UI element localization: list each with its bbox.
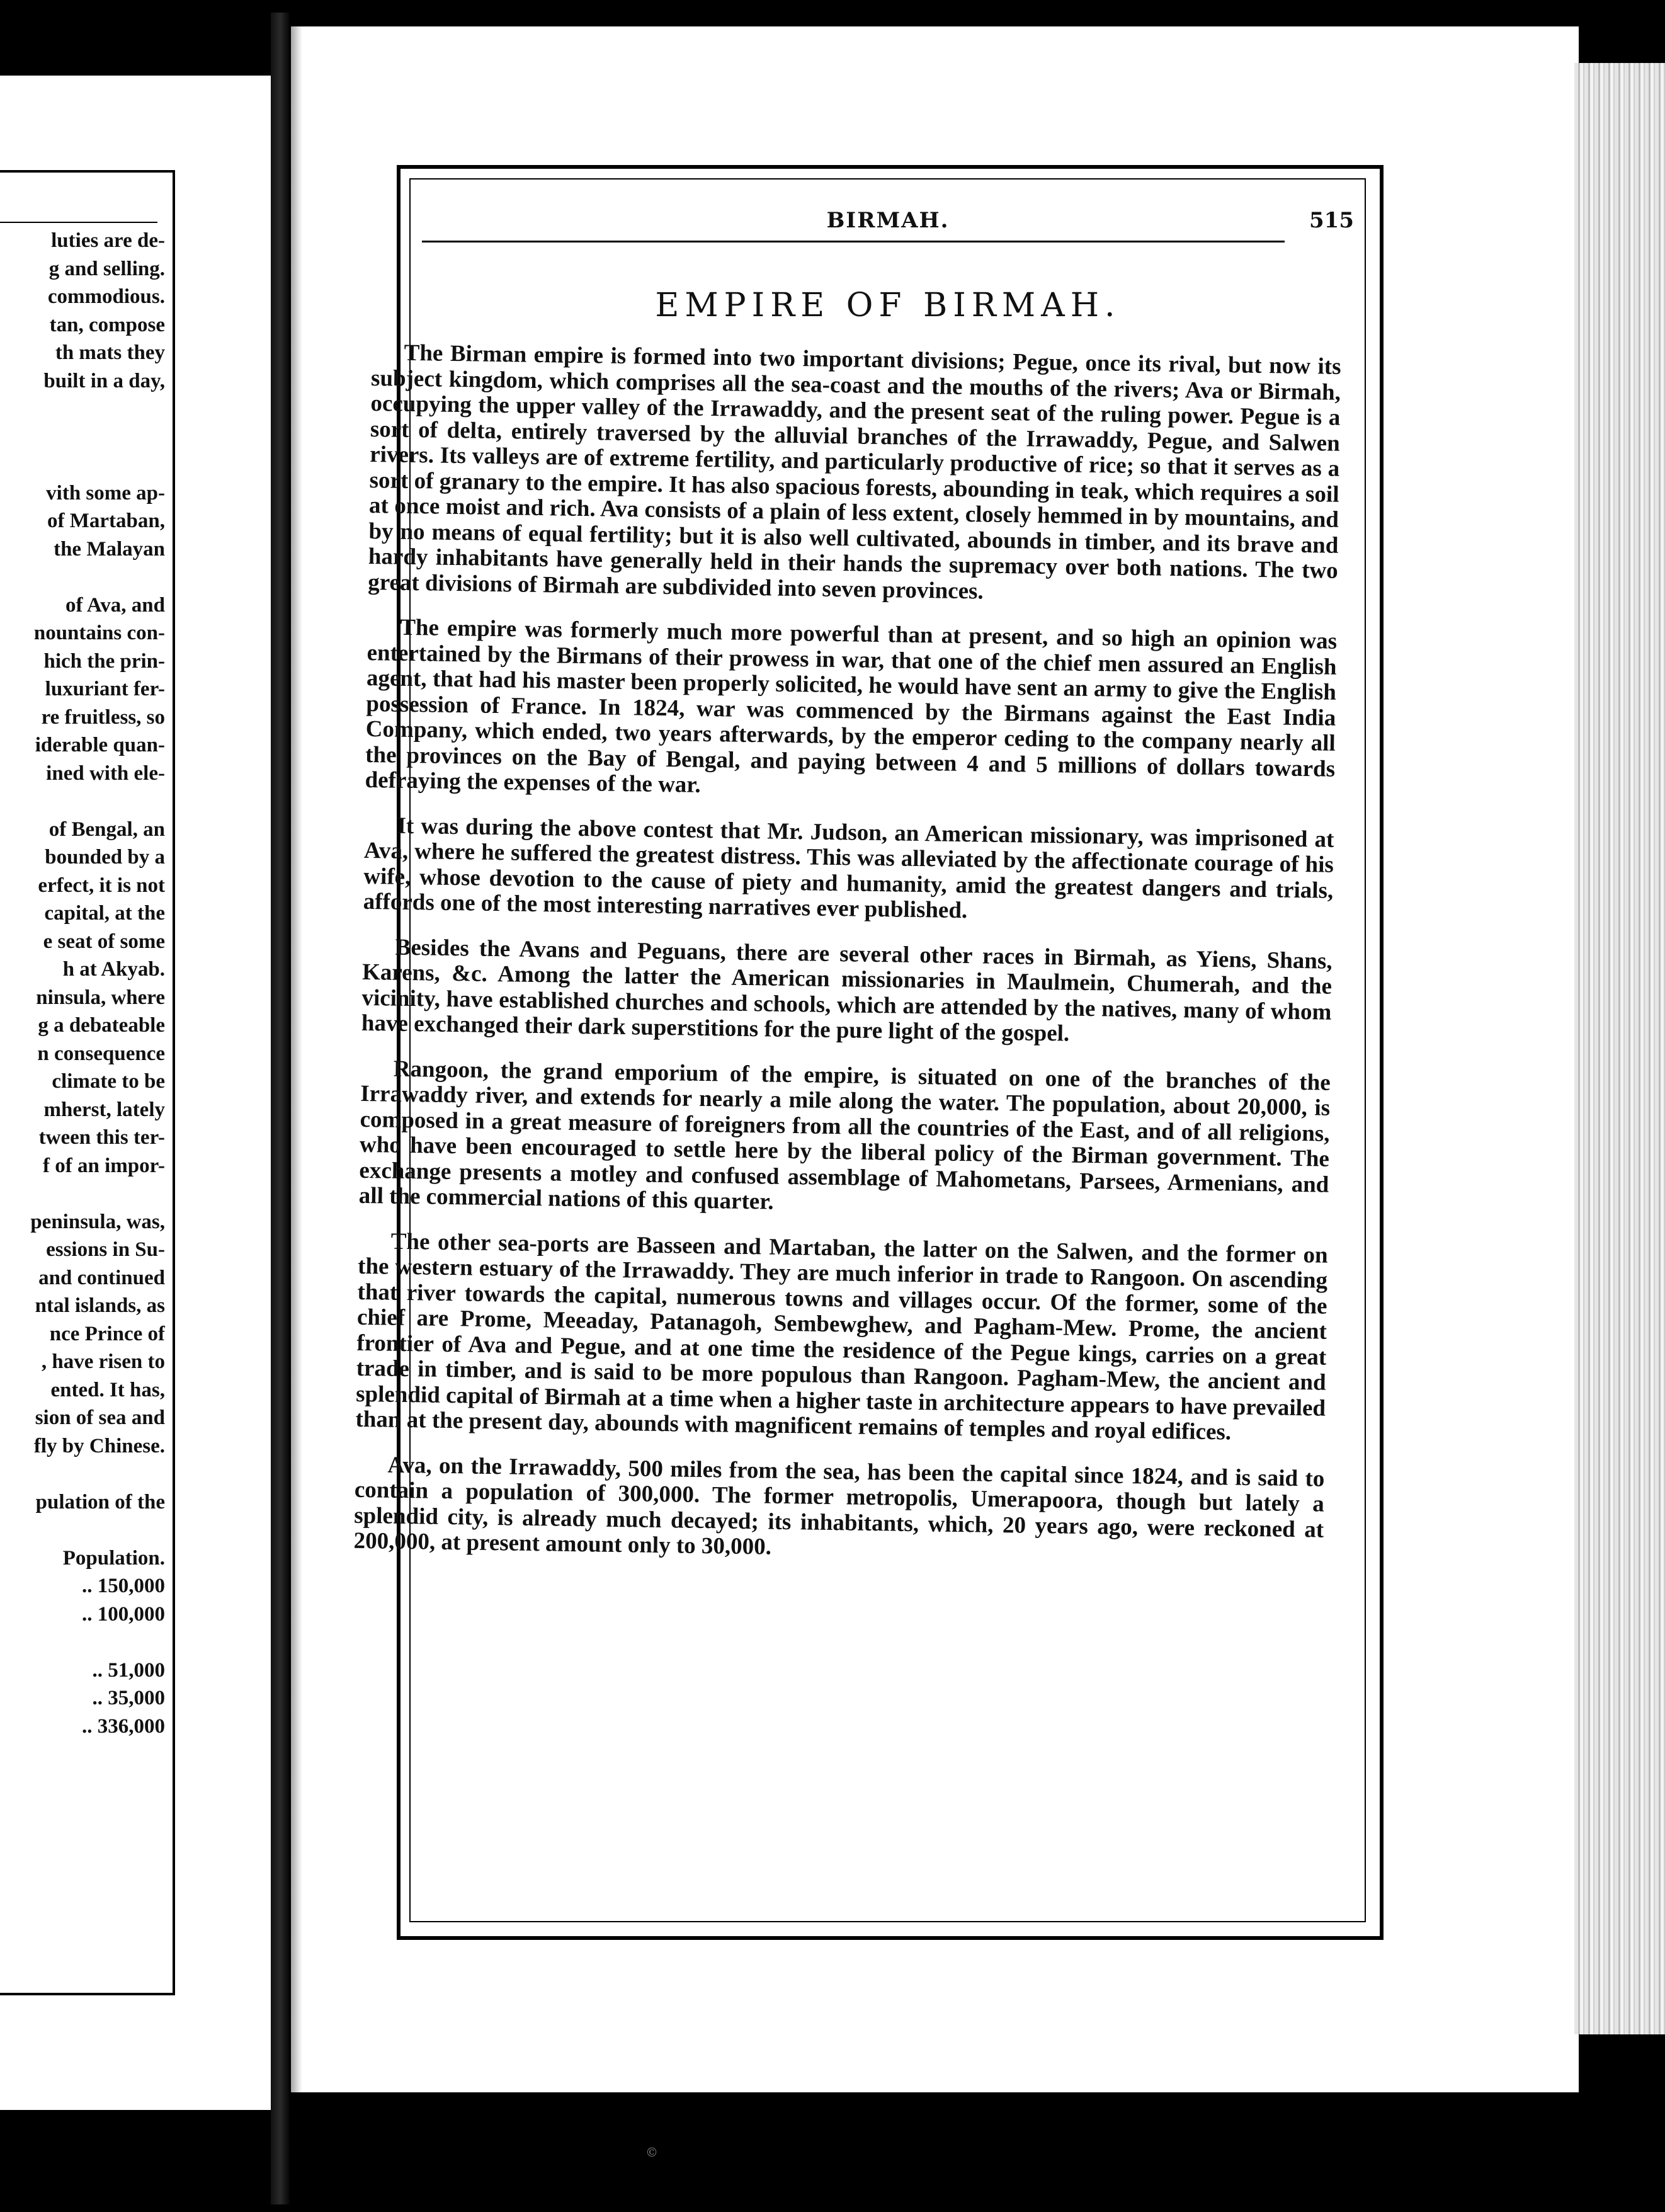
paragraph: Ava, on the Irrawaddy, 500 miles from the sea, has been the capital since 1824, and is said to contain a population of 300,000. The former metropolis, Umerapoora, though but lately a splendid city, is already much decayed; its inhabitants, which, 20 years ago, were reckoned at 200,000, at present amount only to 30,000. <box>353 1452 1325 1560</box>
left-page-line: capital, at the <box>44 902 165 925</box>
left-page-line <box>0 787 165 816</box>
left-page-line: luxuriant fer- <box>45 678 165 700</box>
left-page-line: ninsula, where <box>36 986 165 1009</box>
left-page-line: and continued <box>38 1266 165 1289</box>
left-page-line <box>0 395 165 423</box>
left-page-line: e seat of some <box>43 930 165 953</box>
running-title: BIRMAH. <box>826 208 950 233</box>
left-page-line: commodious. <box>47 285 165 308</box>
left-page-line: peninsula, was, <box>30 1210 165 1233</box>
page-number: 515 <box>1309 208 1354 233</box>
left-page-line: .. 336,000 <box>82 1714 165 1738</box>
left-page-line: tan, compose <box>49 313 165 336</box>
left-page-line: climate to be <box>52 1070 165 1093</box>
left-page-line: g and selling. <box>48 257 165 280</box>
left-page-line: mherst, lately <box>43 1098 165 1121</box>
left-page-line: , have risen to <box>41 1350 165 1373</box>
paragraph: The Birman empire is formed into two important divisions; Pegue, once its rival, but now its subject kingdom, which comprises all the sea-coast and the mouths of the rivers; Ava or Birmah, occupying the upper valley of the Irrawaddy, and the present seat of the ruling power. Pegue is a sort of delta, entirely traversed by the alluvial branches of the Irrawaddy, Pegue, and Salwen rivers. Its valleys are of extreme fertility, and particularly productive of rice; so that it serves as a sort of granary to the empire. It has also spacious forests, abounding in teak, which requires a soil at once moist and rich. Ava consists of a plain of less extent, closely hemmed in by mountains, and by no means of equal fertility; but it is also well cultivated, abounds in timber, and its brave and hardy inhabitants have generally held in their hands the supremacy over both nations. The two great divisions of Birmah are subdivided into seven provinces. <box>367 339 1341 604</box>
paragraph: Besides the Avans and Peguans, there are several other races in Birmah, as Yiens, Shans, Karens, &c. Among the latter the American missionaries in Maulmein, Chumerah, and the vicinity, have established churches and schools, which are attended by the natives, many of whom have exchanged their dark superstitions for the pure light of the gospel. <box>361 934 1333 1047</box>
left-page-line: fly by Chinese. <box>33 1434 165 1457</box>
left-page-line: pulation of the <box>35 1490 165 1514</box>
left-page-line: vith some ap- <box>46 481 165 505</box>
left-page-line: erfect, it is not <box>38 874 165 897</box>
left-page-line: of Ava, and <box>65 593 165 617</box>
left-page-line: luties are de- <box>51 229 165 252</box>
left-page-line <box>0 1628 165 1656</box>
left-page-line: bounded by a <box>45 846 165 869</box>
left-page-line: .. 150,000 <box>82 1575 165 1597</box>
left-page-line: tween this ter- <box>38 1126 165 1149</box>
paragraph: The other sea-ports are Basseen and Martaban, the latter on the Salwen, and the former on the western estuary of the Irrawaddy. They are much inferior in trade to Rangoon. On ascending that river towards the capital, numerous towns and villages occur. Of the former, some of the chief are Prome, Meeaday, Patanagoh, Sembewghew, and Pagham-Mew. Prome, the ancient frontier of Ava and Pegue, and at one time the residence of the Pegue kings, carries on a great trade in timber, and is said to be more populous than Rangoon. Pagham-Mew, the ancient and splendid capital of Birmah at a time when a higher taste in architecture appears to have prevailed than at the present day, abounds with magnificent remains of temples and royal edifices. <box>355 1228 1328 1445</box>
left-page-line: .. 100,000 <box>82 1602 165 1626</box>
left-page-line: sion of sea and <box>35 1406 165 1429</box>
left-page-line: g a debateable <box>38 1014 165 1037</box>
page-edges <box>1574 63 1665 2034</box>
fold-shadow <box>291 26 302 2092</box>
left-page-line <box>0 563 165 591</box>
left-page-line: Population. <box>62 1546 165 1570</box>
left-page-line <box>0 1180 165 1208</box>
paragraph: The empire was formerly much more powerful than at present, and so high an opinion was entertained by the Birmans of their prowess in war, that one of the chief men assured an English agent, that had his master been properly solicited, he would have sent an army to give the English possession of France. In 1824, war was commenced by the Birmans against the East India Company, which ended, two years afterwards, by the emperor ceding to the company nearly all the provinces on the Bay of Bengal, and paying between 4 and 5 millions of dollars towards defraying the expenses of the war. <box>365 614 1338 798</box>
left-page-line: f of an impor- <box>42 1154 165 1177</box>
left-page-line: iderable quan- <box>35 734 165 756</box>
header-rule <box>422 241 1285 242</box>
left-page-line <box>0 1516 165 1544</box>
chapter-title: EMPIRE OF BIRMAH. <box>655 287 1121 324</box>
left-page-line <box>0 423 165 452</box>
left-page-line: nountains con- <box>33 622 165 644</box>
left-page-line: essions in Su- <box>46 1238 165 1261</box>
left-page-line: re fruitless, so <box>41 705 165 729</box>
left-page-line: n consequence <box>37 1042 165 1065</box>
footer-mark: © <box>645 2145 658 2160</box>
left-page-line: ented. It has, <box>50 1378 165 1401</box>
left-page-rule <box>0 222 157 223</box>
left-page-line: hich the prin- <box>43 649 165 673</box>
paragraph: It was during the above contest that Mr. Judson, an American missionary, was imprisoned at Ava, where he suffered the greatest distress. This was alleviated by the affectionate courage of his wife, whose devotion to the cause of piety and humanity, amid the greatest dangers and trials, affords one of the most interesting narratives ever published. <box>363 812 1334 924</box>
left-page-line: of Martaban, <box>47 510 165 532</box>
left-page-line <box>0 451 165 479</box>
left-page-line: the Malayan <box>54 537 165 561</box>
left-page-line: nce Prince of <box>49 1322 165 1345</box>
left-page-line: h at Akyab. <box>62 958 165 981</box>
left-page-text <box>0 227 165 1740</box>
left-page-line: of Bengal, an <box>48 818 165 841</box>
left-page-line: built in a day, <box>43 369 165 392</box>
left-page-line: th mats they <box>55 341 165 364</box>
left-page-line: .. 35,000 <box>92 1687 165 1709</box>
running-head <box>422 208 1354 248</box>
left-page-line <box>0 1460 165 1488</box>
book-gutter <box>271 13 290 2204</box>
paragraph: Rangoon, the grand emporium of the empire, is situated on one of the branches of the Irrawaddy river, and extends for nearly a mile along the water. The population, about 20,000, is composed in a great measure of foreigners from all the countries of the East, and of all religions, who have been encouraged to settle here by the liberal policy of the Birman government. The exchange presents a motley and confused assemblage of Mahometans, Parsees, Armenians, and all the commercial nations of this quarter. <box>358 1056 1331 1215</box>
left-page-line: .. 51,000 <box>92 1658 165 1682</box>
article-body <box>353 340 1341 1588</box>
left-page-line: ntal islands, as <box>35 1294 165 1317</box>
left-page-line: ined with ele- <box>46 761 165 785</box>
left-page <box>0 76 271 2110</box>
